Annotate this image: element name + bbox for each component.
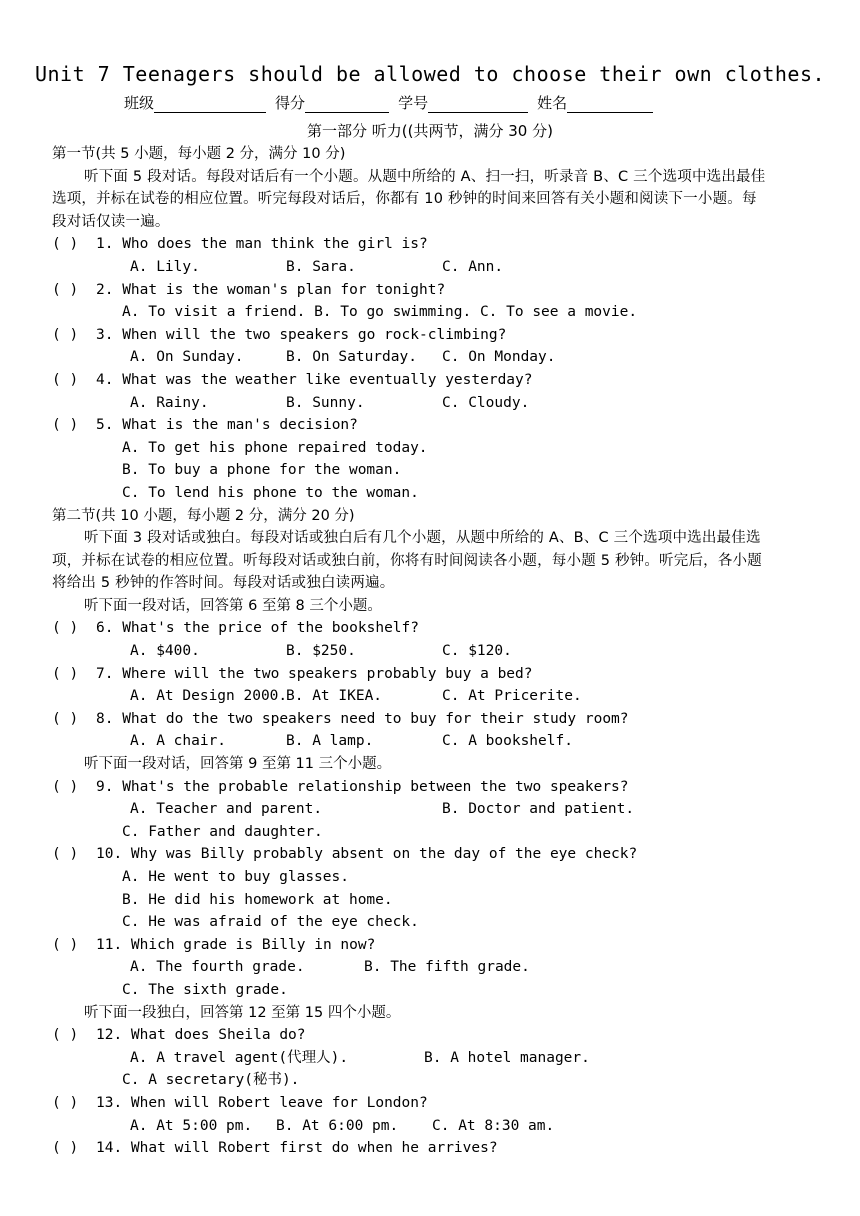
question-1 <box>0 233 860 256</box>
page-title: Unit 7 Teenagers should be allowed to choose their own clothes. <box>34 62 826 86</box>
option-b: B. To buy a phone for the woman. <box>122 462 402 479</box>
question-6 <box>0 617 860 640</box>
listening-note-1: 听下面一段对话，回答第 6 至第 8 三个小题。 <box>84 597 382 614</box>
question-12 <box>0 1024 860 1047</box>
answer-blank[interactable]: ( ) <box>52 1140 79 1157</box>
option-b: B. To go swimming. <box>314 304 472 321</box>
options-8 <box>0 730 860 753</box>
option-c: C. To see a movie. <box>479 304 638 321</box>
question-text: 14. What will Robert first do when he arrives? <box>96 1140 498 1157</box>
score-label: 得分 <box>275 94 306 112</box>
option-a: A. A travel agent(代理人). <box>130 1049 349 1066</box>
option-c: C. At 8:30 am. <box>432 1117 555 1134</box>
option-a: A. The fourth grade. <box>130 959 305 976</box>
section1-heading: 第一节(共 5 小题，每小题 2 分，满分 10 分) <box>52 146 346 162</box>
exam-content <box>0 143 860 1160</box>
answer-blank[interactable]: ( ) <box>52 936 79 953</box>
name-blank[interactable] <box>567 97 653 113</box>
option-b: B. On Saturday. <box>286 349 417 366</box>
option-a: A. A chair. <box>130 733 227 750</box>
score-blank[interactable] <box>305 97 389 113</box>
number-blank[interactable] <box>428 97 528 113</box>
part-title: 第一部分 听力((共两节，满分 30 分) <box>307 122 553 140</box>
option-a: A. To get his phone repaired today. <box>122 439 428 456</box>
answer-blank[interactable]: ( ) <box>52 1094 79 1111</box>
option-c: C. The sixth grade. <box>122 981 288 998</box>
options-6 <box>0 640 860 663</box>
option-b: B. A hotel manager. <box>424 1049 590 1066</box>
option-a: A. At 5:00 pm. <box>130 1117 253 1134</box>
question-text: 1. Who does the man think the girl is? <box>96 236 428 253</box>
answer-blank[interactable]: ( ) <box>52 846 79 863</box>
number-label: 学号 <box>398 94 429 112</box>
question-2 <box>0 279 860 302</box>
option-a: A. Rainy. <box>130 394 209 411</box>
question-text: 5. What is the man's decision? <box>96 417 358 434</box>
options-9 <box>0 798 860 821</box>
class-blank[interactable] <box>154 97 266 113</box>
answer-blank[interactable]: ( ) <box>52 665 79 682</box>
answer-blank[interactable]: ( ) <box>52 326 79 343</box>
question-14 <box>0 1137 860 1160</box>
option-b: B. Doctor and patient. <box>442 801 635 818</box>
answer-blank[interactable]: ( ) <box>52 281 79 298</box>
question-7 <box>0 663 860 686</box>
options-13 <box>0 1115 860 1138</box>
option-a: A. $400. <box>130 643 200 660</box>
question-3 <box>0 324 860 347</box>
section2-heading: 第二节(共 10 小题，每小题 2 分，满分 20 分) <box>52 507 355 524</box>
option-b: B. Sunny. <box>286 394 365 411</box>
question-text: 2. What is the woman's plan for tonight? <box>96 281 446 298</box>
question-text: 7. Where will the two speakers probably buy a bed? <box>96 665 533 682</box>
answer-blank[interactable]: ( ) <box>52 1027 79 1044</box>
options-7 <box>0 685 860 708</box>
option-c: C. A bookshelf. <box>442 733 573 750</box>
listening-note-3: 听下面一段独白，回答第 12 至第 15 四个小题。 <box>84 1004 401 1021</box>
question-text: 4. What was the weather like eventually yesterday? <box>96 371 533 388</box>
option-b: B. At IKEA. <box>286 688 383 705</box>
option-a: A. On Sunday. <box>130 349 244 366</box>
option-b: B. At 6:00 pm. <box>276 1117 399 1134</box>
option-b: B. Sara. <box>286 258 356 275</box>
options-1 <box>0 256 860 279</box>
option-a: A. Teacher and parent. <box>130 801 323 818</box>
answer-blank[interactable]: ( ) <box>52 620 79 637</box>
question-9 <box>0 776 860 799</box>
answer-blank[interactable]: ( ) <box>52 417 79 434</box>
question-text: 12. What does Sheila do? <box>96 1027 306 1044</box>
question-10 <box>0 843 860 866</box>
option-c: C. A secretary(秘书). <box>122 1072 300 1089</box>
options-3 <box>0 346 860 369</box>
option-c: C. Ann. <box>442 258 504 275</box>
options-11 <box>0 956 860 979</box>
listening-note-2: 听下面一段对话，回答第 9 至第 11 三个小题。 <box>84 756 392 773</box>
question-text: 6. What's the price of the bookshelf? <box>96 620 420 637</box>
option-c: C. He was afraid of the eye check. <box>122 914 419 931</box>
option-c: C. Cloudy. <box>442 394 530 411</box>
question-text: 9. What's the probable relationship between the two speakers? <box>96 778 629 795</box>
question-text: 10. Why was Billy probably absent on the day of the eye check? <box>96 846 638 863</box>
question-13 <box>0 1092 860 1115</box>
option-b: B. The fifth grade. <box>364 959 530 976</box>
option-a: A. Lily. <box>130 258 200 275</box>
question-text: 13. When will Robert leave for London? <box>96 1094 428 1111</box>
answer-blank[interactable]: ( ) <box>52 236 79 253</box>
question-8 <box>0 708 860 731</box>
question-text: 8. What do the two speakers need to buy for their study room? <box>96 710 629 727</box>
question-4 <box>0 369 860 392</box>
option-b: B. A lamp. <box>286 733 374 750</box>
name-label: 姓名 <box>537 94 568 112</box>
option-c: C. Father and daughter. <box>122 823 323 840</box>
option-b: B. He did his homework at home. <box>122 891 393 908</box>
option-c: C. At Pricerite. <box>442 688 582 705</box>
option-a: A. He went to buy glasses. <box>122 869 349 885</box>
answer-blank[interactable]: ( ) <box>52 778 79 795</box>
options-12 <box>0 1047 860 1070</box>
option-c: C. $120. <box>442 643 512 660</box>
question-11 <box>0 934 860 957</box>
class-label: 班级 <box>124 94 155 112</box>
answer-blank[interactable]: ( ) <box>52 710 79 727</box>
options-4 <box>0 392 860 415</box>
student-info-row <box>124 92 653 113</box>
option-c: C. On Monday. <box>442 349 556 366</box>
question-5 <box>0 414 860 437</box>
section2-instructions: 听下面 3 段对话或独白。每段对话或独白后有几个小题，从题中所给的 A、B、C 三个选项中选出最佳选项，并标在试卷的相应位置。听每段对话或独白前，你将有时间阅读各小题，每小题 5 秒钟。听完后，各小题将给出 5 秒钟的作答时间。每段对话或独白读两遍。 <box>52 530 762 592</box>
option-a: A. To visit a friend. <box>122 304 306 321</box>
answer-blank[interactable]: ( ) <box>52 371 79 388</box>
option-a: A. At Design 2000. <box>130 688 288 705</box>
options-2 <box>0 301 860 324</box>
question-text: 11. Which grade is Billy in now? <box>96 936 376 953</box>
question-text: 3. When will the two speakers go rock-climbing? <box>96 326 507 343</box>
section1-instructions: 听下面 5 段对话。每段对话后有一个小题。从题中所给的 A、扫一扫，听录音 B、C 三个选项中选出最佳选项，并标在试卷的相应位置。听完每段对话后，你都有 10 秒钟的时间来回答有关小题和阅读下一小题。每段对话仅读一遍。 <box>52 168 766 230</box>
option-b: B. $250. <box>286 643 356 660</box>
option-c: C. To lend his phone to the woman. <box>122 484 419 501</box>
